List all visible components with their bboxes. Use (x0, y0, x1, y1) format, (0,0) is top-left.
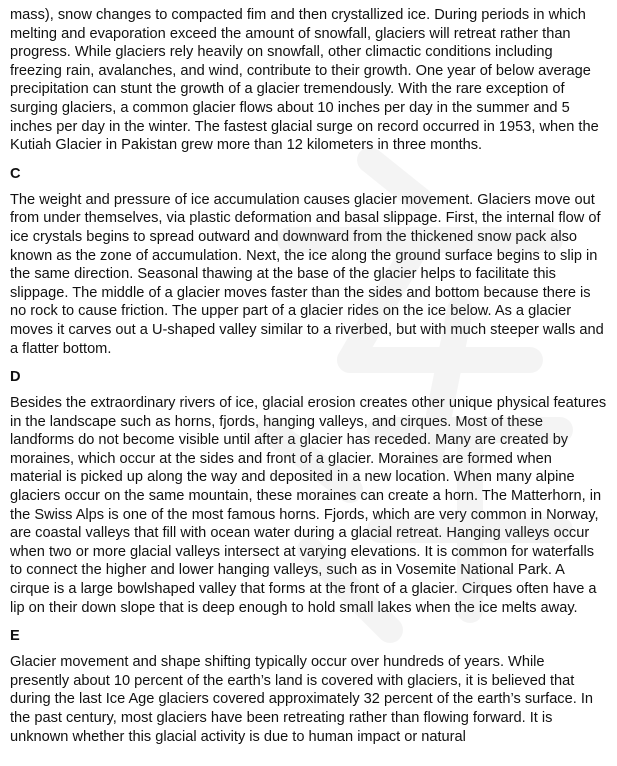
section-paragraph: Glacier movement and shape shifting typically occur over hundreds of years. While presently about 10 percent of the earth’s land is covered with glaciers, it is believed that during the last Ice Age glaciers covered approximately 32 percent of the earth’s surface. In the past century, most glaciers have been retreating rather than flowing forward. It is unknown whether this glacial activity is due to human impact or natural (10, 654, 594, 745)
section-heading: E (10, 628, 20, 645)
paragraph-b-continued: mass), snow changes to compacted fim and then crystallized ice. During periods in which melting and evaporation exceed the amount of snowfall, glaciers will retreat rather than progress. While glaciers rely heavily on snowfall, other climactic conditions including freezing rain, avalanches, and wind, contribute to their growth. One year of below average precipitation can stunt the growth of a glacier tremendously. With the rare exception of surging glaciers, a common glacier flows about 10 inches per day in the summer and 5 inches per day in the winter. The fastest glacial surge on record occurred in 1953, when the Kutiah Glacier in Pakistan grew more than 12 kilometers in three months. (10, 7, 599, 154)
section-paragraph: The weight and pressure of ice accumulation causes glacier movement. Glaciers move out from under themselves, via plastic deformation and basal slippage. First, the internal flow of ice crystals begins to spread outward and downward from the thickened snow pack also known as the zone of accumulation. Next, the ice along the ground surface begins to slip in the same direction. Seasonal thawing at the base of the glacier helps to facilitate this slippage. The middle of a glacier moves faster than the sides and bottom because there is no rock to cause friction. The upper part of a glacier rides on the ice below. As a glacier moves it carves out a U-shaped valley similar to a riverbed, but with much steeper walls and a flatter bottom. (10, 191, 604, 357)
section-paragraph: Besides the extraordinary rivers of ice, glacial erosion creates other unique physical features in the landscape such as horns, fjords, hanging valleys, and cirques. Most of these landforms do not become visible until after a glacier has receded. Many are created by moraines, which occur at the sides and front of a glacier. Moraines are formed when material is picked up along the way and deposited in a new location. When many alpine glaciers occur on the same mountain, these moraines can create a horn. The Matterhorn, in the Swiss Alps is one of the most famous horns. Fjords, which are very common in Norway, are coastal valleys that fill with ocean water during a glacial retreat. Hanging valleys occur when two or more glacial valleys intersect at varying elevations. It is common for waterfalls to connect the higher and lower hanging valleys, such as in Vosemite National Park. A cirque is a large bowlshaped valley that forms at the front of a glacier. Cirques often have a lip on their down slope that is deep enough to hold small lakes when the ice melts away. (10, 395, 607, 616)
section-heading: C (10, 165, 21, 182)
section-heading: D (10, 369, 21, 386)
section-e (10, 627, 607, 746)
section-c (10, 165, 607, 358)
section-d (10, 368, 607, 617)
